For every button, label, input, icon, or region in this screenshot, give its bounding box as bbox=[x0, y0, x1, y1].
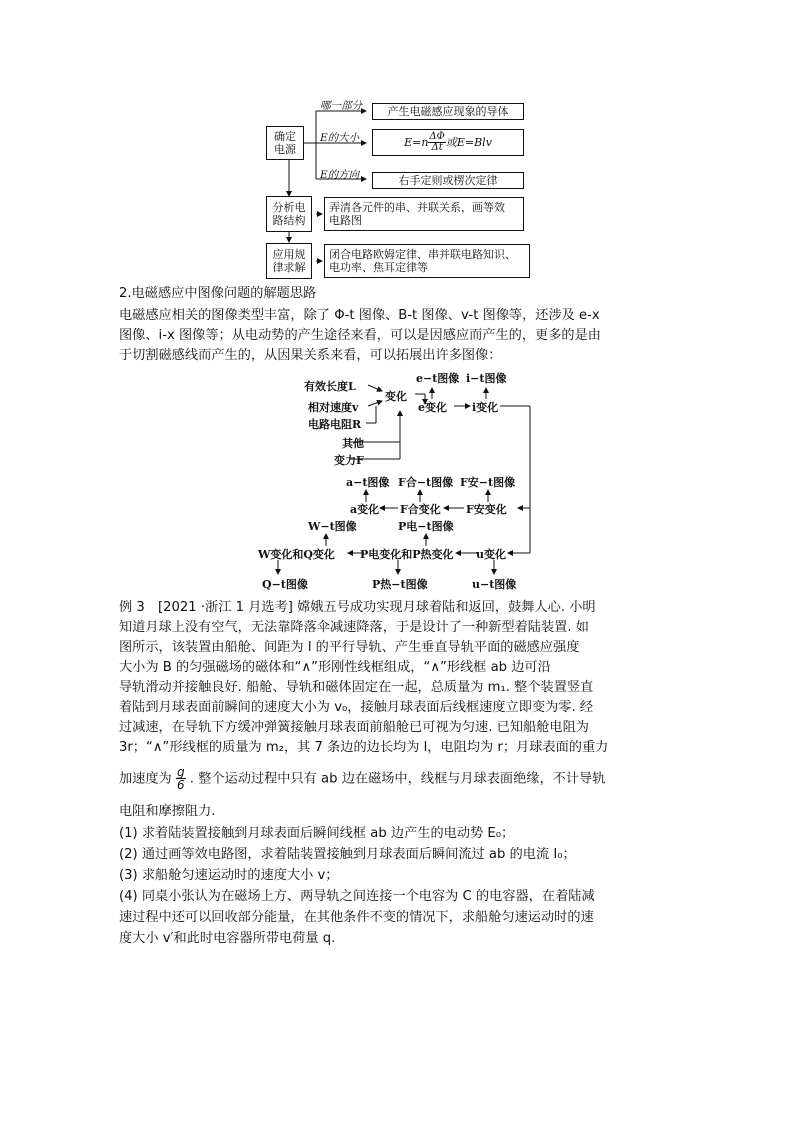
apply-box: 应用规 律求解 bbox=[266, 243, 312, 279]
example3-gravity-line bbox=[119, 766, 605, 791]
gravity-numerator: g bbox=[176, 765, 185, 779]
input-resistance: 电路电阻R bbox=[308, 418, 362, 431]
input-length: 有效长度L bbox=[304, 380, 356, 393]
apply-desc-box: 闭合电路欧姆定律、串并联电路知识、 电功率、焦耳定律等 bbox=[324, 244, 530, 278]
conductor-box: 产生电磁感应现象的导体 bbox=[372, 103, 524, 120]
u-graph-node: u−t图像 bbox=[472, 578, 517, 591]
flux-fraction bbox=[428, 132, 445, 153]
Fhe-graph-node: F合−t图像 bbox=[398, 476, 454, 489]
change-node: 变化 bbox=[385, 390, 407, 403]
section2-line-1: 电磁感应相关的图像类型丰富，除了 Φ-t 图像、B-t 图像、v-t 图像等，还涉及 e-x bbox=[119, 308, 600, 323]
example3-line-after: 电阻和摩擦阻力. bbox=[119, 804, 216, 819]
example3-line-5: 导轨滑动并接触良好. 船舱、导轨和磁体固定在一起，总质量为 m₁. 整个装置竖直 bbox=[119, 680, 594, 695]
solution-flowchart bbox=[262, 96, 532, 282]
direction-rule-box: 右手定则或楞次定律 bbox=[372, 172, 524, 189]
branch-label-magnitude: E的大小 bbox=[320, 132, 360, 144]
flux-numerator: ΔΦ bbox=[429, 131, 445, 142]
P-change-node: P电变化和P热变化 bbox=[360, 548, 454, 561]
WQ-change-node: W变化和Q变化 bbox=[258, 548, 335, 561]
e-change-node: e变化 bbox=[418, 401, 447, 414]
example3-line-8: 3r；“∧”形线框的质量为 m₂，其 7 条边的边长均为 l，电阻均为 r；月球表面的重力 bbox=[119, 740, 609, 755]
question-4a: (4) 同桌小张认为在磁场上方、两导轨之间连接一个电容为 C 的电容器，在着陆减 bbox=[119, 889, 595, 904]
emf-formula-box bbox=[372, 129, 524, 156]
example3-line-4: 大小为 B 的匀强磁场的磁体和“∧”形刚性线框组成，“∧”形线框 ab 边可沿 bbox=[119, 660, 551, 675]
example3-line-3: 图所示，该装置由船舱、间距为 l 的平行导轨、产生垂直导轨平面的磁感应强度 bbox=[119, 640, 580, 655]
example3-line-1: 例 3 [2021 ·浙江 1 月选考] 嫦娥五号成功实现月球着陆和返回，鼓舞人心. 小明 bbox=[119, 600, 596, 615]
analyze-box: 分析电 路结构 bbox=[266, 196, 312, 232]
question-4c: 度大小 v′和此时电容器所带电荷量 q. bbox=[119, 931, 336, 946]
u-change-node: u变化 bbox=[476, 548, 506, 561]
input-velocity: 相对速度v bbox=[308, 401, 359, 414]
example3-line-2: 知道月球上没有空气，无法靠降落伞减速降落，于是设计了一种新型着陆装置. 如 bbox=[119, 620, 589, 635]
branch-label-part: 哪一部分 bbox=[320, 100, 362, 112]
graph-flowchart bbox=[250, 366, 550, 596]
gravity-suffix: . 整个运动过程中只有 ab 边在磁场中，线框与月球表面绝缘，不计导轨 bbox=[189, 771, 606, 787]
analyze-desc-box: 弄清各元件的串、并联关系，画等效 电路图 bbox=[324, 197, 524, 231]
Pre-graph-node: P热−t图像 bbox=[372, 578, 428, 591]
e-graph-node: e−t图像 bbox=[416, 372, 460, 385]
Fhe-change-node: F合变化 bbox=[400, 503, 441, 516]
section2-line-2: 图像、i-x 图像等；从电动势的产生途径来看，可以是因感应而产生的，更多的是由 bbox=[119, 328, 601, 343]
gravity-denominator: 6 bbox=[176, 778, 185, 792]
question-1: (1) 求着陆装置接触到月球表面后瞬间线框 ab 边产生的电动势 E₀； bbox=[119, 826, 515, 841]
question-4b: 速过程中还可以回收部分能量，在其他条件不变的情况下，求船舱匀速运动时的速 bbox=[119, 910, 594, 925]
a-graph-node: a−t图像 bbox=[346, 476, 390, 489]
question-2: (2) 通过画等效电路图，求着陆装置接触到月球表面后瞬间流过 ab 的电流 I₀； bbox=[119, 847, 576, 862]
Fan-change-node: F安变化 bbox=[466, 503, 507, 516]
input-force: 变力F bbox=[334, 454, 364, 467]
Pdian-graph-node: P电−t图像 bbox=[398, 520, 454, 533]
flux-denominator: Δt bbox=[431, 142, 443, 153]
W-graph-node: W−t图像 bbox=[308, 520, 357, 533]
section2-line-3: 于切割磁感线而产生的，从因果关系来看，可以拓展出许多图像： bbox=[119, 348, 502, 363]
input-other: 其他 bbox=[342, 437, 364, 450]
branch-label-direction: E的方向 bbox=[320, 169, 360, 181]
gravity-fraction bbox=[176, 766, 186, 791]
i-change-node: i变化 bbox=[472, 401, 499, 414]
gravity-prefix: 加速度为 bbox=[119, 771, 172, 787]
section2-heading: 2.电磁感应中图像问题的解题思路 bbox=[119, 286, 317, 301]
example3-line-7: 过减速，在导轨下方缓冲弹簧接触月球表面前船舱已可视为匀速. 已知船舱电阻为 bbox=[119, 720, 589, 735]
i-graph-node: i−t图像 bbox=[466, 372, 507, 385]
Q-graph-node: Q−t图像 bbox=[262, 578, 308, 591]
a-change-node: a变化 bbox=[350, 503, 380, 516]
emf-suffix: 或E=Blv bbox=[445, 136, 492, 149]
source-box: 确定 电源 bbox=[266, 126, 304, 160]
Fan-graph-node: F安−t图像 bbox=[460, 476, 516, 489]
question-3: (3) 求船舱匀速运动时的速度大小 v； bbox=[119, 868, 339, 883]
example3-line-6: 着陆到月球表面前瞬间的速度大小为 v₀，接触月球表面后线框速度立即变为零. 经 bbox=[119, 700, 594, 715]
emf-prefix: E=n bbox=[404, 136, 429, 149]
